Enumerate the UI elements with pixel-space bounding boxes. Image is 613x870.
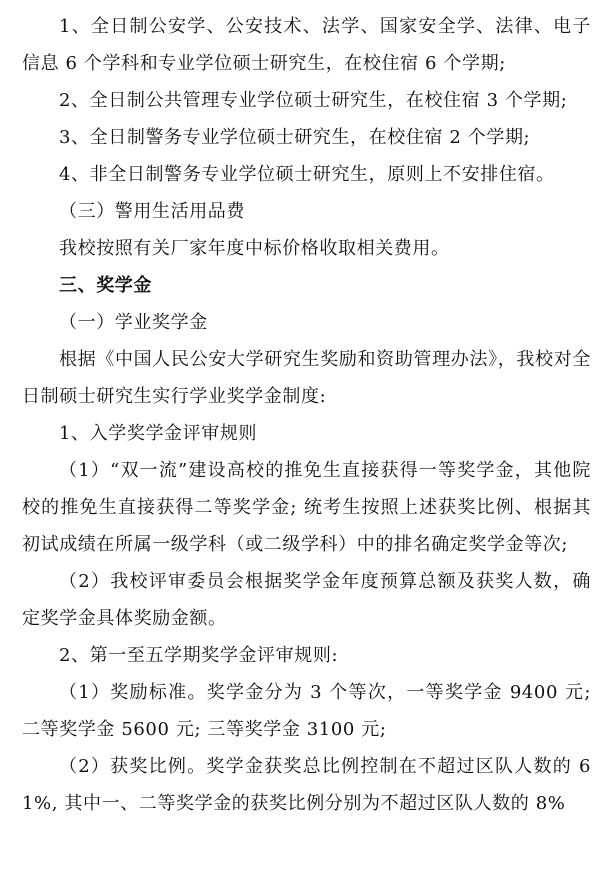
paragraph-no-dorm: 4、非全日制警务专业学位硕士研究生，原则上不安排住宿。	[59, 164, 555, 185]
subheading-supplies-fee: （三）警用生活用品费	[59, 201, 245, 222]
subheading-academic-scholarship: （一）学业奖学金	[59, 312, 208, 333]
paragraph-award-standard: （1）奖励标准。奖学金分为 3 个等次，一等奖学金 9400 元; 二等奖学金 5600 元; 三等奖学金 3100 元;	[22, 682, 591, 740]
paragraph-scholarship-basis: 根据《中国人民公安大学研究生奖励和资助管理办法》，我校对全日制硕士研究生实行学业奖学金制度:	[22, 349, 591, 407]
paragraph-award-ratio: （2）获奖比例。奖学金获奖总比例控制在不超过区队人数的 61%, 其中一、二等奖学金的获奖比例分别为不超过区队人数的 8%	[22, 756, 591, 814]
subheading-entrance-rules: 1、入学奖学金评审规则	[59, 423, 258, 444]
paragraph-dorm-three-semesters: 2、全日制公共管理专业学位硕士研究生，在校住宿 3 个学期;	[59, 90, 568, 111]
paragraph-entrance-rule-2: （2）我校评审委员会根据奖学金年度预算总额及获奖人数，确定奖学金具体奖励金额。	[22, 571, 591, 629]
paragraph-dorm-two-semesters: 3、全日制警务专业学位硕士研究生，在校住宿 2 个学期;	[59, 127, 531, 148]
paragraph-dorm-six-semesters: 1、全日制公安学、公安技术、法学、国家安全学、法律、电子信息 6 个学科和专业学位硕士研究生，在校住宿 6 个学期;	[22, 16, 591, 74]
paragraph-entrance-rule-1: （1）“双一流”建设高校的推免生直接获得一等奖学金，其他院校的推免生直接获得二等奖学金; 统考生按照上述获奖比例、根据其初试成绩在所属一级学科（或二级学科）中的排名确定奖学金等次;	[22, 460, 591, 555]
paragraph-supplies-fee: 我校按照有关厂家年度中标价格收取相关费用。	[59, 238, 450, 259]
section-heading-scholarship: 三、奖学金	[59, 275, 152, 296]
subheading-semester-rules: 2、第一至五学期奖学金评审规则:	[59, 645, 339, 666]
